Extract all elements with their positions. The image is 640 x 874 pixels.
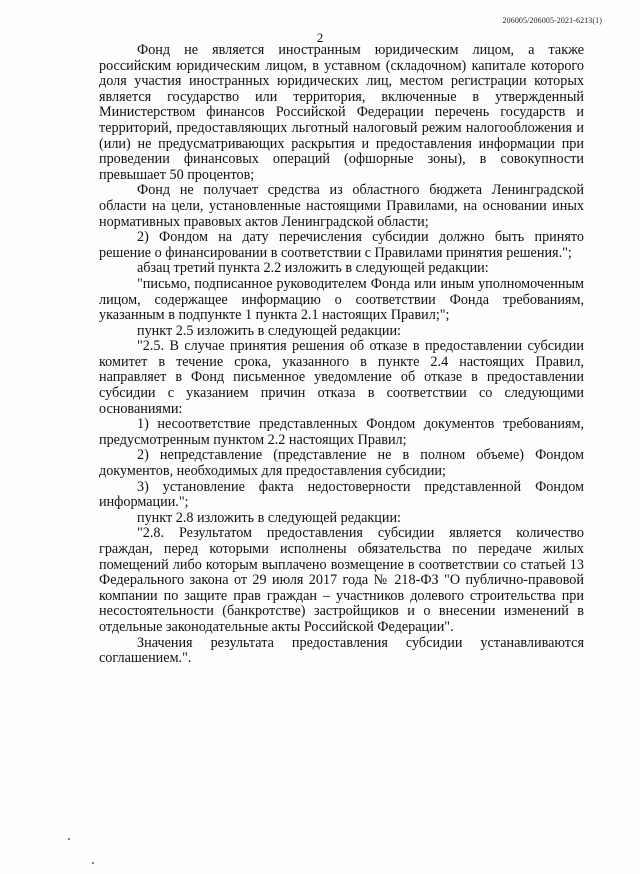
page-number: 2 [316, 30, 324, 45]
document-code: 206005/206005-2021-6213(1) [502, 16, 602, 25]
paragraph: Значения результата предоставления субсидии устанавливаются соглашением.". [99, 634, 584, 667]
paragraph: 1) несоответствие представленных Фондом документов требованиям, предусмотренным пунктом 2.2 настоящих Правил; [99, 416, 584, 448]
paragraph: "2.5. В случае принятия решения об отказе в предоставлении субсидии комитет в течение срока, указанного в пункте 2.4 настоящих Правил, направляет в Фонд письменное уведомление об отказе в предоставлении субсидии с указанием причин отказа в соответствии со следующими основаниями: [99, 338, 584, 417]
document-body [99, 43, 584, 667]
paragraph: Фонд не является иностранным юридическим лицом, а также российским юридическим лицом, в уставном (складочном) капитале которого доля участия иностранных юридических лиц, местом регистрации которых является государство или территория, включенные в утвержденный Министерством финансов Российской Федерации перечень государств и территорий, предоставляющих льготный налоговый режим налогообложения и (или) не предусматривающих раскрытия и предоставления информации при проведении финансовых операций (офшорные зоны), в совокупности превышает 50 процентов; [99, 42, 584, 183]
paragraph: 3) установление факта недостоверности представленной Фондом информации."; [99, 478, 584, 511]
paragraph: пункт 2.8 изложить в следующей редакции: [137, 509, 401, 526]
paragraph: Фонд не получает средства из областного бюджета Ленинградской области на цели, установленные настоящими Правилами, на основании иных нормативных правовых актов Ленинградской области; [99, 182, 584, 230]
paragraph: пункт 2.5 изложить в следующей редакции: [137, 322, 401, 339]
paragraph: "письмо, подписанное руководителем Фонда или иным уполномоченным лицом, содержащее информацию о соответствии Фонда требованиям, указанным в подпункте 1 пункта 2.1 настоящих Правил;"; [99, 275, 584, 324]
paragraph: "2.8. Результатом предоставления субсидии является количество граждан, перед которыми исполнены обязательства по передаче жилых помещений либо которым выплачено возмещение в соответствии со статьей 13 Федерального закона от 29 июля 2017 года № 218-ФЗ "О публично-правовой компании по защите прав граждан – участников долевого строительства при несостоятельности (банкротстве) застройщиков и о внесении изменений в отдельные законодательные акты Российской Федерации". [99, 525, 584, 635]
paragraph: абзац третий пункта 2.2 изложить в следующей редакции: [137, 260, 489, 277]
scan-speck [68, 838, 70, 840]
paragraph: 2) Фондом на дату перечисления субсидии должно быть принято решение о финансировании в соответствии с Правилами принятия решения."; [99, 229, 584, 261]
scan-speck [92, 862, 94, 864]
paragraph: 2) непредставление (представление не в полном объеме) Фондом документов, необходимых для предоставления субсидии; [99, 447, 584, 480]
